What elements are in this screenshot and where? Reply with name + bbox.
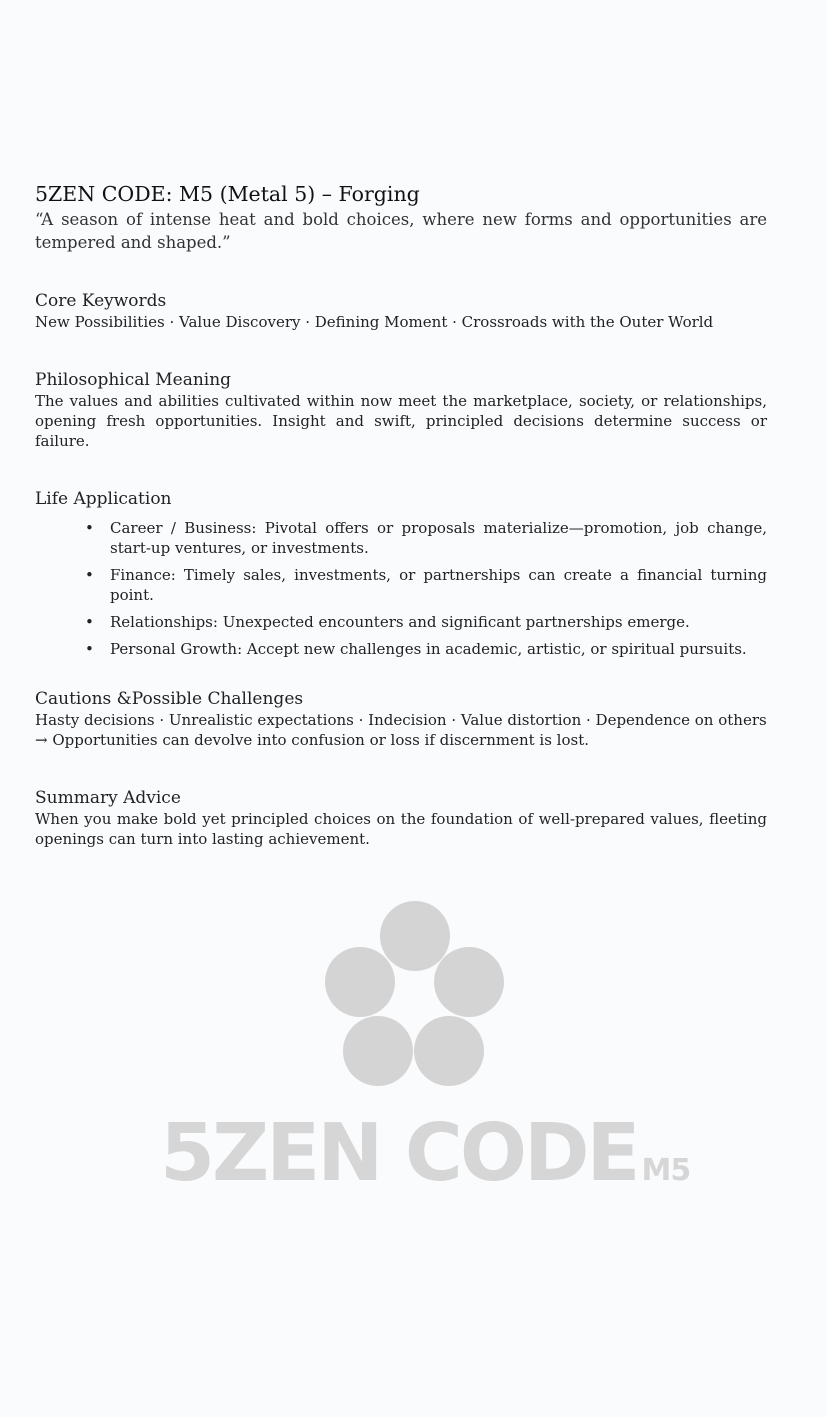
section-heading: Philosophical Meaning [35, 370, 232, 390]
summary-advice-text: When you make bold yet principled choices on the foundation of well-prepared values, fleeting openings can turn into lasting achievement. [35, 810, 767, 848]
section-life-application [35, 488, 767, 659]
bullet-icon: • [85, 640, 94, 658]
philosophical-meaning-text: The values and abilities cultivated within now meet the marketplace, society, or relationships, opening fresh opportunities. Insight and swift, principled decisions determine success or failure. [35, 392, 767, 450]
list-item [35, 565, 767, 605]
cautions-text: Hasty decisions · Unrealistic expectations · Indecision · Value distortion · Dependence on others [35, 711, 767, 729]
logo-wordmark [160, 1103, 690, 1221]
core-keywords-text: New Possibilities · Value Discovery · Defining Moment · Crossroads with the Outer World [35, 313, 714, 331]
logo-wordmark-text: 5ZEN CODE [160, 1107, 638, 1199]
logo-wordmark-sub: M5 [641, 1153, 691, 1188]
page-title: 5ZEN CODE: M5 (Metal 5) – Forging [35, 182, 420, 206]
section-heading: Summary Advice [35, 788, 181, 808]
document-body [35, 180, 767, 849]
list-item-text: Personal Growth: Accept new challenges in academic, artistic, or spiritual pursuits. [110, 640, 747, 658]
list-item-text: Relationships: Unexpected encounters and significant partnerships emerge. [110, 613, 690, 631]
section-heading: Cautions &Possible Challenges [35, 689, 304, 709]
section-heading: Life Application [35, 489, 172, 509]
five-circle-logo-graphic [0, 895, 827, 1095]
bullet-icon: • [85, 613, 94, 631]
cautions-note: → Opportunities can devolve into confusion or loss if discernment is lost. [35, 731, 589, 749]
list-item-text: Finance: Timely sales, investments, or partnerships can create a financial turning point. [110, 566, 767, 604]
logo-circle-top [380, 901, 450, 971]
section-cautions [35, 688, 767, 750]
page-subtitle: “A season of intense heat and bold choices, where new forms and opportunities are tempered and shaped.” [35, 210, 767, 252]
logo-circle-bottom-right [414, 1016, 484, 1086]
life-application-list [35, 518, 767, 659]
logo-circle-bottom-left [343, 1016, 413, 1086]
bullet-icon: • [85, 519, 94, 537]
section-heading: Core Keywords [35, 291, 167, 311]
section-philosophical-meaning [35, 369, 767, 451]
logo-circle-right [434, 947, 504, 1017]
bullet-icon: • [85, 566, 94, 584]
list-item [35, 612, 767, 632]
section-core-keywords [35, 290, 767, 332]
section-summary-advice [35, 787, 767, 849]
list-item [35, 639, 767, 659]
logo-circle-left [325, 947, 395, 1017]
list-item [35, 518, 767, 558]
list-item-text: Career / Business: Pivotal offers or proposals materialize—promotion, job change, start-up ventures, or investments. [110, 519, 767, 557]
